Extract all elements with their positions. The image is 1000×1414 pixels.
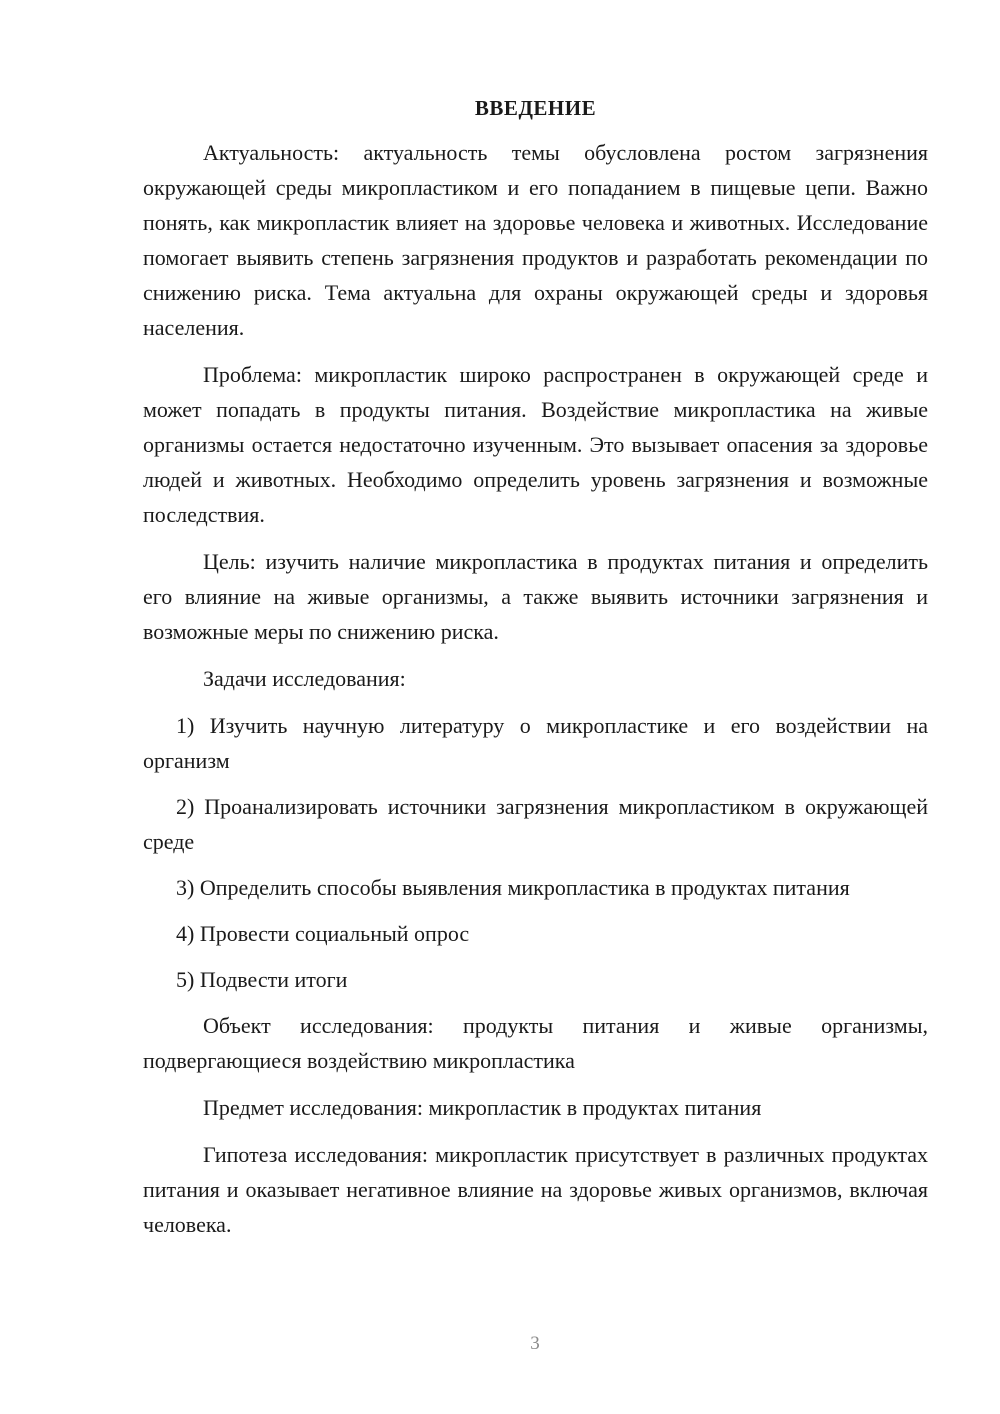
object-paragraph: Объект исследования: продукты питания и живые организмы, подвергающиеся воздействию микропластика	[143, 1013, 928, 1073]
hypothesis-paragraph: Гипотеза исследования: микропластик присутствует в различных продуктах питания и оказывает негативное влияние на здоровье живых организмов, включая человека.	[143, 1142, 928, 1237]
task-item: 1) Изучить научную литературу о микропластике и его воздействии на организм	[143, 713, 928, 773]
task-item: 3) Определить способы выявления микропластика в продуктах питания	[176, 875, 850, 900]
task-item: 5) Подвести итоги	[176, 967, 348, 992]
page-number: 3	[530, 1333, 540, 1354]
task-item: 2) Проанализировать источники загрязнения микропластиком в окружающей среде	[143, 794, 928, 854]
page-title: ВВЕДЕНИЕ	[474, 96, 597, 120]
relevance-paragraph: Актуальность: актуальность темы обусловлена ростом загрязнения окружающей среды микропластиком и его попаданием в пищевые цепи. Важно понять, как микропластик влияет на здоровье человека и животных. Исследование помогает выявить степень загрязнения продуктов и разработать рекомендации по снижению риска. Тема актуальна для охраны окружающей среды и здоровья населения.	[143, 140, 928, 340]
goal-paragraph: Цель: изучить наличие микропластика в продуктах питания и определить его влияние на живые организмы, а также выявить источники загрязнения и возможные меры по снижению риска.	[143, 549, 928, 644]
task-item: 4) Провести социальный опрос	[176, 921, 470, 946]
tasks-heading: Задачи исследования:	[203, 666, 406, 691]
subject-paragraph: Предмет исследования: микропластик в продуктах питания	[203, 1095, 762, 1120]
problem-paragraph: Проблема: микропластик широко распространен в окружающей среде и может попадать в продукты питания. Воздействие микропластика на живые организмы остается недостаточно изученным. Это вызывает опасения за здоровье людей и животных. Необходимо определить уровень загрязнения и возможные последствия.	[143, 362, 928, 527]
document-page	[143, 94, 928, 1254]
